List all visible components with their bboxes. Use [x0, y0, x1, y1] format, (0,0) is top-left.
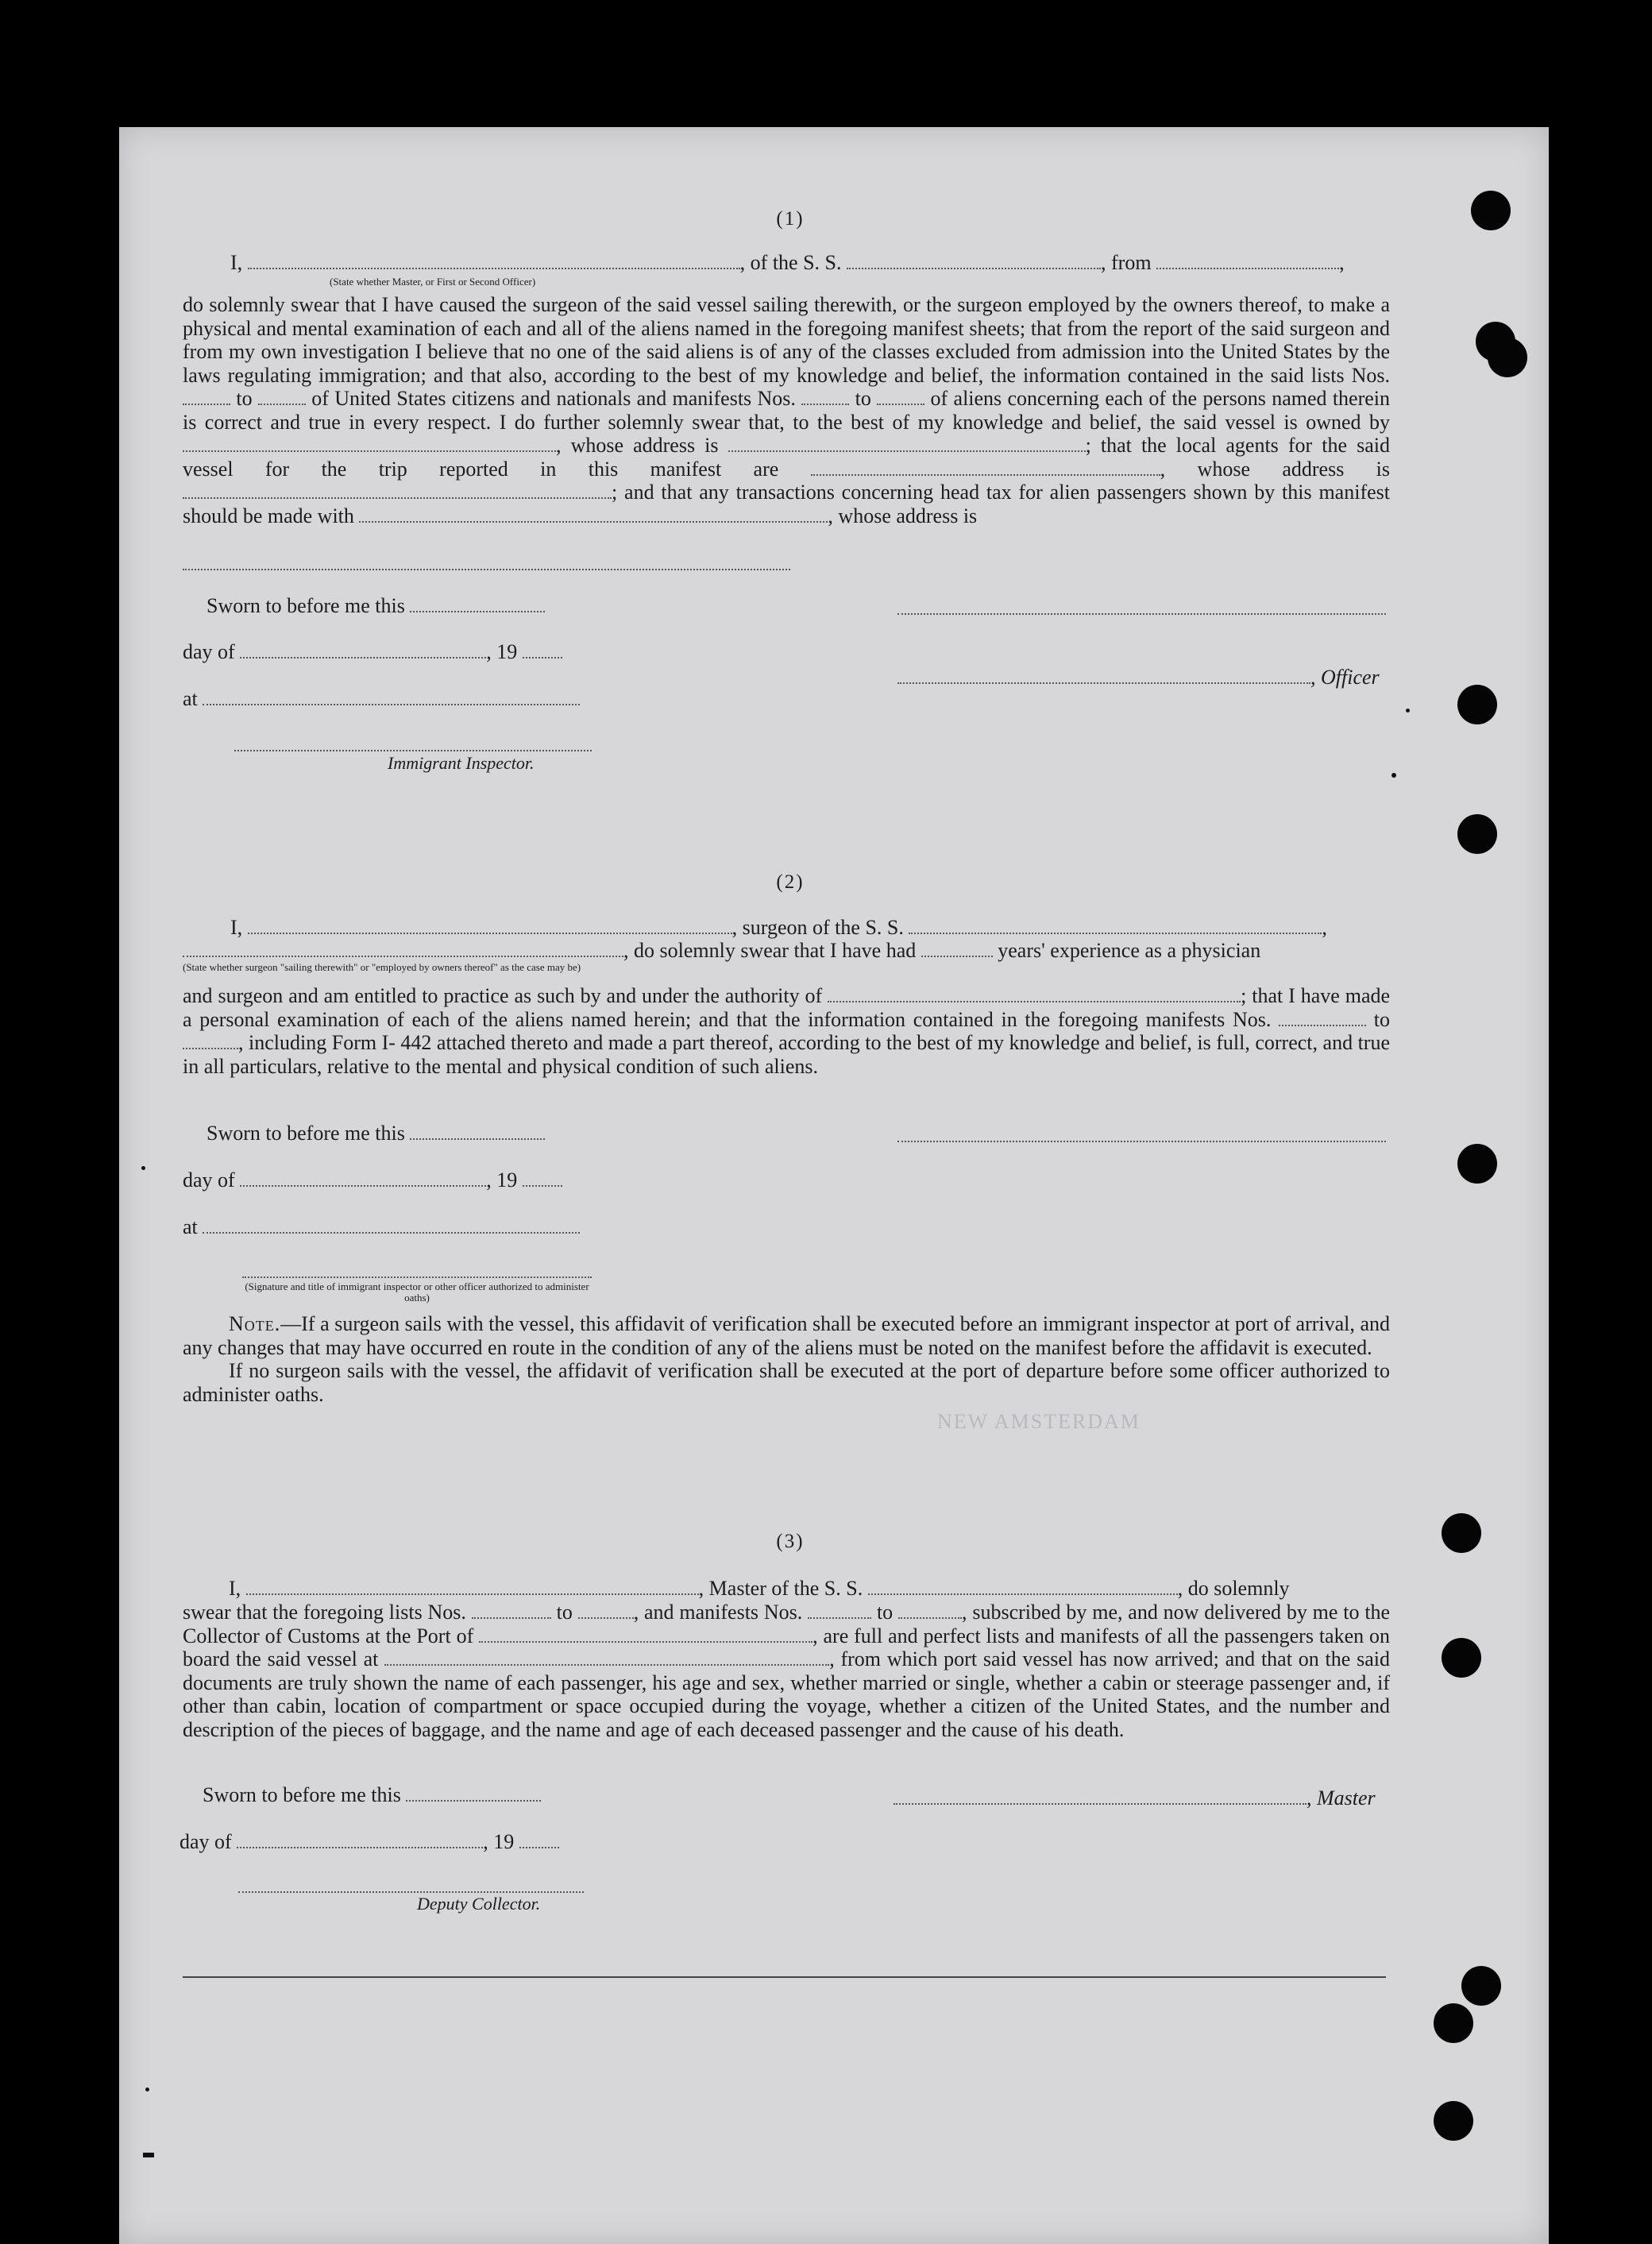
- section-2-day-of: [183, 1168, 562, 1192]
- section-3-to-1: to: [556, 1601, 573, 1624]
- section-2-number: (2): [776, 871, 805, 893]
- officer-label: , Officer: [1310, 666, 1380, 689]
- section-2-comma: ,: [1322, 916, 1327, 939]
- section-1-day-of: [183, 640, 562, 664]
- punch-hole: [1461, 1966, 1501, 2006]
- section-3-day-of-label: day of: [179, 1830, 232, 1853]
- section-1-body: [183, 293, 1390, 527]
- section-2-text-1: and surgeon and am entitled to practice as such by and under the authority of: [183, 984, 823, 1007]
- section-1-officer: [897, 666, 1380, 689]
- section-3-sworn-date-field[interactable]: [406, 1786, 541, 1802]
- section-3-ship-field[interactable]: [868, 1579, 1178, 1595]
- punch-hole: [1488, 338, 1527, 377]
- section-1-officer-field[interactable]: [897, 668, 1310, 684]
- owner-field[interactable]: [183, 436, 556, 452]
- section-1-text-5: that the local agents for the said vessel for the trip reported in this manifest are: [183, 434, 1390, 481]
- section-3-lists-to-field[interactable]: [578, 1603, 634, 1619]
- punch-hole: [1457, 685, 1497, 724]
- surgeon-note: (State whether surgeon "sailing therewith" or "employed by owners thereof" as the case may be): [183, 961, 581, 973]
- section-2-sworn-date-field[interactable]: [410, 1124, 545, 1140]
- section-2-sworn: [206, 1122, 545, 1145]
- section-1-year-label: , 19: [486, 640, 518, 663]
- section-1-of-ss: , of the S. S.: [739, 251, 842, 274]
- section-2-manifests-from-field[interactable]: [1279, 1010, 1366, 1026]
- ship-name-field[interactable]: [847, 253, 1101, 269]
- section-2-ship-field[interactable]: [909, 918, 1322, 934]
- section-2-second-line: [183, 939, 1390, 963]
- section-1-number: (1): [776, 208, 805, 230]
- section-3-to-2: to: [876, 1601, 894, 1624]
- inspector-signature-line[interactable]: [234, 749, 592, 751]
- section-3-text-5: , from which port said vessel has now arrived; and that on the said documents are truly shown the name of each passenger, his age and sex, whether married or single, whether a cabin or steerage passenger and, if other than cabin, location of compartment or space occupied during the voyage, whether a citizen of the United States, and the number and description of the pieces of baggage, and the name and age of each deceased passenger and the cause of his death.: [183, 1647, 1390, 1741]
- scan-speck: [141, 1166, 145, 1170]
- section-3-first-line: [229, 1577, 1390, 1601]
- section-2-first-line: [230, 916, 1390, 940]
- punch-hole: [1434, 2101, 1473, 2141]
- section-2-to: to: [1373, 1007, 1391, 1031]
- section-1-comma-2: ,: [1160, 457, 1166, 481]
- section-2-year-field[interactable]: [523, 1171, 562, 1187]
- bleed-through-stamp: NEW AMSTERDAM: [937, 1410, 1141, 1433]
- section-2-paragraph: [183, 984, 1390, 1078]
- section-1-paragraph: [183, 293, 1390, 527]
- punch-hole: [1457, 814, 1497, 854]
- scan-speck: [1391, 773, 1396, 778]
- section-1-text-7: ; and that any transactions concerning head tax for alien passengers shown by this manifest should be made with: [183, 481, 1390, 527]
- manifests-to-field[interactable]: [877, 389, 924, 405]
- master-note: (State whether Master, or First or Second Officer): [330, 276, 536, 288]
- surgeon-name-field[interactable]: [248, 918, 732, 934]
- port-of-departure-field[interactable]: [384, 1650, 829, 1666]
- section-2-body: [183, 984, 1390, 1078]
- section-2-text-3: , including Form I- 442 attached thereto and made a part thereof, according to the best of my knowledge and belief, is full, correct, and true in all particulars, relative to the mental and physical condition of such aliens.: [183, 1031, 1390, 1078]
- port-of-arrival-field[interactable]: [479, 1627, 812, 1643]
- surgeon-status-field[interactable]: [183, 941, 623, 957]
- section-1-text-2: of United States citizens and nationals and manifests Nos.: [311, 387, 796, 410]
- deputy-collector-signature-line[interactable]: [238, 1891, 584, 1893]
- section-3-text-3: , subscribed by me, and now delivered by me to the Collector of Customs at the Port of: [183, 1601, 1391, 1647]
- section-2-at-label: at: [183, 1215, 198, 1238]
- owner-address-field[interactable]: [728, 436, 1086, 452]
- section-2-signature-line[interactable]: [897, 1140, 1386, 1142]
- section-3-text-4: , are full and perfect lists and manifests of all the passengers taken on board the said vessel at: [183, 1624, 1391, 1670]
- section-1-to-2: to: [855, 387, 871, 410]
- section-1-sworn: [206, 594, 545, 618]
- section-1-i: I,: [230, 251, 243, 274]
- port-from-field[interactable]: [1156, 253, 1339, 269]
- section-1-semicolon: ;: [1085, 434, 1091, 457]
- lists-from-field[interactable]: [183, 389, 230, 405]
- section-3-number: (3): [776, 1531, 805, 1552]
- section-1-first-line: [230, 251, 1390, 275]
- head-tax-field[interactable]: [359, 507, 828, 523]
- section-2-i: I,: [230, 916, 243, 939]
- lists-to-field[interactable]: [258, 389, 306, 405]
- section-3-paragraph: [183, 1601, 1390, 1741]
- section-3-sworn: [203, 1783, 541, 1807]
- note-paragraph-2: [183, 1359, 1390, 1406]
- punch-hole: [1471, 191, 1511, 230]
- section-3-lists-from-field[interactable]: [472, 1603, 551, 1619]
- section-1-text-4: , whose address is: [556, 434, 719, 457]
- local-agents-field[interactable]: [811, 460, 1160, 476]
- section-3-year-field[interactable]: [519, 1833, 559, 1848]
- section-1-from: , from: [1101, 251, 1152, 274]
- scan-speck: [143, 2153, 154, 2157]
- section-3-manifests-to-field[interactable]: [898, 1603, 962, 1619]
- manifests-from-field[interactable]: [801, 389, 849, 405]
- section-1-text-3: of aliens concerning each of the persons named therein is correct and true in every respect. I do further solemnly swear that, to the best of my knowledge and belief, the said vessel is owned by: [183, 387, 1391, 434]
- master-label: , Master: [1307, 1786, 1376, 1809]
- section-3-i: I,: [229, 1577, 241, 1600]
- section-2-note: [183, 1312, 1390, 1406]
- section-2-at: [183, 1215, 580, 1239]
- punch-hole: [1457, 1144, 1497, 1184]
- head-tax-address-field[interactable]: [183, 568, 790, 570]
- section-2-years: years' experience as a physician: [998, 939, 1261, 962]
- section-3-body: [183, 1601, 1390, 1741]
- section-2-place-field[interactable]: [203, 1218, 580, 1234]
- section-1-sworn-date-field[interactable]: [410, 597, 545, 612]
- years-experience-field[interactable]: [921, 941, 993, 957]
- deputy-collector-label: Deputy Collector.: [417, 1894, 541, 1914]
- agents-address-field[interactable]: [183, 483, 612, 499]
- section-1-to-1: to: [236, 387, 253, 410]
- section-1-text-6: whose address is: [1197, 457, 1391, 481]
- section-3-do-solemnly: , do solemnly: [1177, 1577, 1290, 1600]
- section-1-sworn-label: Sworn to before me this: [206, 594, 405, 617]
- scan-speck: [145, 2088, 149, 2091]
- section-2-day-of-label: day of: [183, 1168, 235, 1192]
- section-2-text-2: that I have made a personal examination of each of the aliens named herein; and that the information contained in the foregoing manifests Nos.: [183, 984, 1391, 1031]
- note-text-1: —If a surgeon sails with the vessel, this affidavit of verification shall be executed before an immigrant inspector at port of arrival, and any changes that may have occurred en route in the condition of any of the aliens must be noted on the manifest before the affidavit is executed.: [183, 1312, 1390, 1359]
- section-1-comma: ,: [1339, 251, 1345, 274]
- section-1-text-1: do solemnly swear that I have caused the surgeon of the said vessel sailing therewith, or the surgeon employed by the owners thereof, to make a physical and mental examination of each and all of the aliens named in the foregoing manifest sheets; that from the report of the said surgeon and from my own investigation I believe that no one of the said aliens is of any of the classes excluded from admission into the United States by the laws regulating immigration; and that also, according to the best of my knowledge and belief, the information contained in the said lists Nos.: [183, 293, 1390, 387]
- section-1-day-of-label: day of: [183, 640, 235, 663]
- section-1-year-field[interactable]: [523, 643, 562, 659]
- section-2-semicolon: ;: [1241, 984, 1247, 1007]
- section-2-swear: , do solemnly swear that I have had: [623, 939, 917, 962]
- section-3-month-field[interactable]: [237, 1833, 483, 1848]
- section-1-signature-line[interactable]: [897, 612, 1386, 615]
- section-1-at-label: at: [183, 687, 198, 710]
- immigrant-inspector-label: Immigrant Inspector.: [388, 753, 535, 773]
- section-1-place-field[interactable]: [203, 689, 580, 705]
- punch-hole: [1442, 1638, 1481, 1678]
- signature-title-note: (Signature and title of immigrant inspector or other officer authorized to administer oaths): [245, 1280, 589, 1304]
- section-3-day-of: [179, 1830, 559, 1854]
- section-3-master-signature-field[interactable]: [894, 1789, 1307, 1805]
- section-2-surgeon-of-ss: , surgeon of the S. S.: [731, 916, 904, 939]
- section-3-master: [894, 1786, 1376, 1810]
- practice-authority-field[interactable]: [828, 987, 1241, 1002]
- officer-name-field[interactable]: [248, 253, 740, 269]
- section-3-master-of-ss: , Master of the S. S.: [698, 1577, 863, 1600]
- section-2-inspector-signature-line[interactable]: [242, 1276, 592, 1278]
- section-3-manifests-from-field[interactable]: [808, 1603, 871, 1619]
- section-3-text-1: swear that the foregoing lists Nos.: [183, 1601, 466, 1624]
- bottom-rule: [183, 1976, 1386, 1978]
- section-3-sworn-label: Sworn to before me this: [203, 1783, 401, 1806]
- section-2-sworn-label: Sworn to before me this: [206, 1122, 405, 1145]
- section-1-at: [183, 687, 580, 711]
- note-text-2: If no surgeon sails with the vessel, the affidavit of verification shall be executed at the port of departure before some officer authorized to administer oaths.: [183, 1359, 1390, 1406]
- section-2-month-field[interactable]: [240, 1171, 486, 1187]
- section-1-month-field[interactable]: [240, 643, 486, 659]
- punch-hole: [1442, 1513, 1481, 1553]
- scan-speck: [1406, 709, 1410, 713]
- note-label: Note.: [229, 1312, 281, 1335]
- section-2-manifests-to-field[interactable]: [183, 1033, 238, 1049]
- section-3-year-label: , 19: [483, 1830, 515, 1853]
- punch-hole: [1434, 2003, 1473, 2043]
- master-name-field[interactable]: [246, 1579, 699, 1595]
- section-3-text-2: , and manifests Nos.: [633, 1601, 803, 1624]
- note-paragraph-1: [183, 1312, 1390, 1359]
- section-1-text-8: , whose address is: [828, 504, 978, 527]
- section-2-year-label: , 19: [486, 1168, 518, 1192]
